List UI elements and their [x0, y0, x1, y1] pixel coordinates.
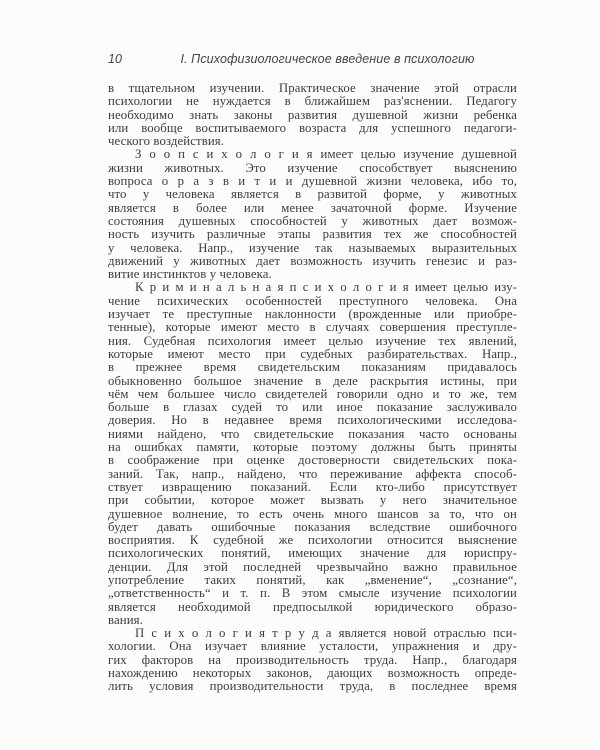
text-line: П с и х о л о г и я т р у д а является новой отраслью пси- — [135, 626, 517, 641]
text-line: больше в глазах судей то или иное показание заслуживало — [108, 400, 517, 415]
paragraph — [108, 148, 517, 281]
text-line: изучает те преступные наклонности (врожденные или приобре- — [108, 307, 517, 322]
text-line: что у человека является в развитой форме, у животных — [108, 187, 517, 202]
text-line: на ошибках памяти, которые поэтому должны быть приняты — [108, 440, 517, 455]
text-line: состояния душевных способностей у животных дает возмож- — [108, 213, 517, 228]
running-head — [108, 52, 517, 70]
text-line: гих факторов на производительность труда. Напр., благодаря — [108, 652, 517, 667]
text-line: при событии, которое может вызвать у него значительное — [108, 493, 517, 508]
text-line: доверия. Но в недавнее время психологическими исследова- — [108, 413, 517, 428]
page-number: 10 — [108, 52, 122, 66]
text-line: вания. — [108, 612, 143, 627]
text-line: лить условия производительности труда, в последнее время — [108, 679, 517, 694]
text-line: вопроса о р а з в и т и и душевной жизни человека, ибо то, — [108, 174, 517, 189]
text-line: восприятия. К судебной же психологии относится выяснение — [108, 533, 517, 548]
text-line: в тщательном изучении. Практическое значение этой отрасли — [108, 81, 517, 95]
text-line: чение психических особенностей преступного человека. Она — [108, 293, 517, 308]
text-line: витие инстинктов у человека. — [108, 267, 272, 282]
text-line: К р и м и н а л ь н а я п с и х о л о г и я имеет целью изу- — [135, 280, 517, 295]
text-line: необходимо знать законы развития душевной жизни ребенка — [108, 107, 517, 122]
paragraph — [108, 281, 517, 627]
text-line: заний. Так, напр., найдено, что переживание аффекта способ- — [108, 466, 517, 481]
text-line: движений у животных дает возможность изучить генезис и раз- — [108, 253, 517, 268]
text-line: употребление таких понятий, как „вменение“, „сознание“, — [108, 572, 517, 587]
paragraph — [108, 82, 517, 148]
running-title: I. Психофизиологическое введение в психологию — [180, 52, 475, 66]
text-line: чём чем большее число свидетелей говорили одно и то же, тем — [108, 386, 517, 401]
text-line: хологии. Она изучает влияние усталости, упражнения и дру- — [108, 639, 517, 654]
text-line: психологии не нуждается в ближайшем раз'яснении. Педагогу — [108, 94, 517, 109]
text-line: денции. Для этой последней чрезвычайно важно правильное — [108, 559, 517, 574]
text-line: ность изучить различные этапы развития тех же способностей — [108, 227, 517, 242]
text-line: ниями найдено, что свидетельские показания часто основаны — [108, 426, 517, 441]
body-text — [108, 82, 517, 694]
text-line: „ответственность“ и т. п. В этом смысле изучение психологии — [108, 586, 517, 601]
text-line: является в более или менее зачаточной форме. Изучение — [108, 200, 517, 215]
text-line: жизни животных. Это изучение способствует выяснению — [108, 160, 517, 175]
text-line: душевное волнение, то есть очень много шансов за то, что он — [108, 506, 517, 521]
text-line: или вообще воспитываемого возраста для успешного педагоги- — [108, 120, 517, 135]
text-line: ния. Судебная психология имеет целью изучение тех явлений, — [108, 333, 517, 348]
text-line: тенные), которые имеют место в случаях совершения преступле- — [108, 320, 517, 335]
text-line: является необходимой предпосылкой юридического образо- — [108, 599, 517, 614]
text-line: в прежнее время свидетельским показаниям придавалось — [108, 360, 517, 375]
text-line: которые имеют место при судебных разбирательствах. Напр., — [108, 346, 517, 361]
text-line: ствует извращению показаний. Если кто-либо присутствует — [108, 479, 517, 494]
text-line: у человека. Напр., изучение так называемых выразительных — [108, 240, 517, 255]
paragraph — [108, 627, 517, 693]
text-line: ческого воздействия. — [108, 134, 225, 149]
text-line: будет давать ошибочные показания вследствие ошибочного — [108, 519, 517, 534]
text-line: в соображение при оценке достоверности свидетельских пока- — [108, 453, 517, 468]
text-line: психологических понятий, имеющих значение для юриспру- — [108, 546, 517, 561]
text-line: З о о п с и х о л о г и я имеет целью изучение душевной — [135, 147, 517, 162]
text-line: обыкновенно большое значение в деле раскрытия истины, при — [108, 373, 517, 388]
text-line: нахождению некоторых законов, дающих возможность опреде- — [108, 666, 517, 681]
